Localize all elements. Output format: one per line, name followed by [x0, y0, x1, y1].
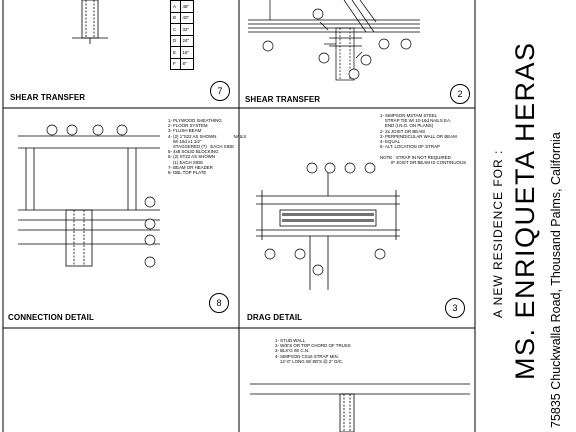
row-value: 32" [180, 24, 193, 36]
strap-detail-notes: 1- STUD WALL 2- W/E'S OR TOP CHORD OF TRUSS 3- BLK'G W/ C.N. 4- SIMPSON CS16 STRAP MIN. 12'-0" LONG W/ 8D'S @ 2" O/C. [275, 338, 351, 364]
detail-3-drawing [256, 170, 400, 290]
detail-2-number: 2 [450, 84, 470, 104]
detail-7-drawing [72, 0, 108, 44]
detail-3-number: 3 [445, 298, 465, 318]
row-key: B [171, 12, 181, 24]
detail-2-title: SHEAR TRANSFER [245, 95, 321, 104]
title-block-client: MS. ENRIQUETA HERAS [510, 41, 540, 380]
nailing-schedule-table [170, 0, 194, 70]
table-row [171, 12, 194, 24]
row-key: E [171, 47, 181, 59]
row-key: F [171, 58, 181, 70]
detail-3-title: DRAG DETAIL [247, 313, 303, 322]
detail-3-strap-hatching [282, 213, 374, 222]
table-row [171, 35, 194, 47]
table-row [171, 24, 194, 36]
table-row [171, 1, 194, 13]
detail-8-number: 8 [209, 293, 229, 313]
row-value: 48" [180, 1, 193, 13]
row-key: C [171, 24, 181, 36]
row-value: 8" [180, 58, 193, 70]
row-value: 24" [180, 35, 193, 47]
drag-detail-notes: 1- SIMPSON MSTAM STEEL STRAP TIE W/ 10-16d NAILS EA. END (I.N.O. ON PLANS) 2- 2x JOIST OR BEAM 3- PERPENDICULAR WALL OR BEAM 4- EQUAL 5- ALT. LOCATION OF STRAP NOTE : STRAP IN NOT REQUIRED IF JOIST OR BEAM IS CONTINUOUS [380, 113, 467, 165]
detail-8-title: CONNECTION DETAIL [8, 313, 94, 322]
row-value: 40" [180, 12, 193, 24]
detail-7-number: 7 [210, 81, 230, 101]
title-block-intro: A NEW RESIDENCE FOR : [491, 149, 505, 318]
row-value: 16" [180, 47, 193, 59]
row-key: A [171, 1, 181, 13]
detail-2-callouts [263, 9, 411, 79]
table-row [171, 47, 194, 59]
detail-8-callouts [47, 125, 155, 267]
row-key: D [171, 35, 181, 47]
table-row [171, 58, 194, 70]
connection-detail-notes: 1- PLYWOOD SHEATHING 2- FLOOR SYSTEM 3- FLUSH BEAM 4- (2) 1"S22 AS SHOWN NAILS W/ 10d x1 1/2" STAGGERED (?) EACH SIDE 5- 4x8 SOLID BLOCKING 6- (2) ST22 AS SHOWN (1) EACH SIDE 7- BEAM OR HEADER 8- DBL TOP PLATE [168, 118, 247, 176]
detail-7-title: SHEAR TRANSFER [10, 93, 86, 102]
detail-2-drawing [248, 0, 420, 80]
title-block-address: 75835 Chuckwalla Road, Thousand Palms, California [549, 132, 563, 428]
detail-8-drawing [18, 136, 160, 266]
detail-strap-drawing [250, 384, 470, 432]
